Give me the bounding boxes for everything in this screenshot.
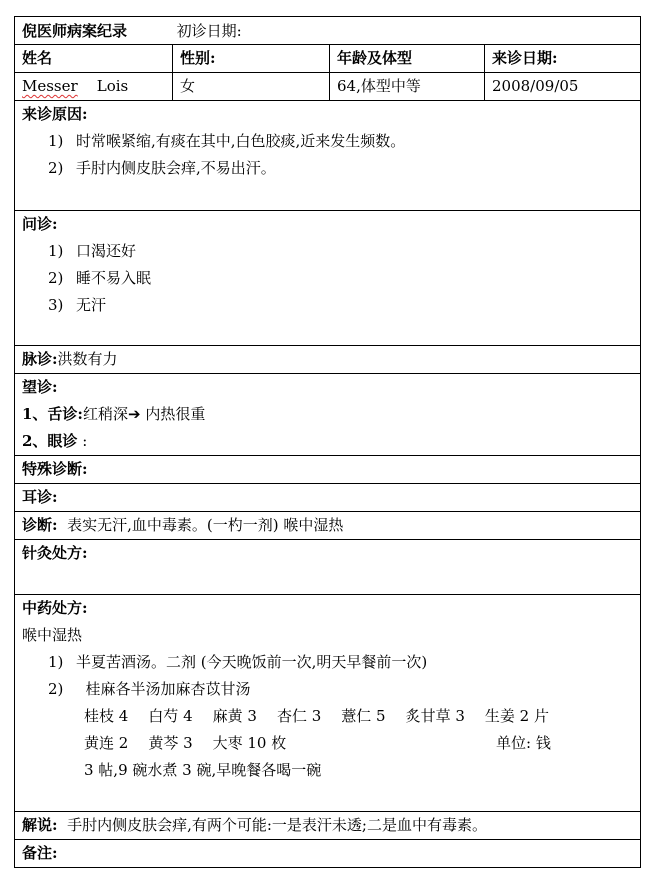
- observation-label: 望诊:: [22, 378, 58, 396]
- list-item: 2) 手肘内侧皮肤会痒,不易出汗。: [48, 159, 276, 177]
- list-item: 2) 桂麻各半汤加麻杏苡甘汤: [48, 680, 251, 698]
- diagnosis-section: [14, 512, 641, 540]
- visit-date: 2008/09/05: [492, 77, 579, 95]
- herbs-row-2: [84, 730, 633, 757]
- observation-section: [14, 374, 641, 456]
- herb-item: 桂枝 4: [84, 707, 129, 725]
- patient-age: 64,体型中等: [330, 73, 485, 100]
- list-item: 3) 无汗: [48, 296, 107, 314]
- inquiry-list: [48, 238, 633, 319]
- header-row: [14, 16, 641, 45]
- age-label: 年龄及体型: [330, 45, 485, 72]
- herbal-section: [14, 595, 641, 812]
- patient-name: [15, 73, 173, 100]
- eye-label: 2、眼诊: [22, 432, 78, 450]
- name-label: 姓名: [15, 45, 173, 72]
- pulse-label: 脉诊:: [22, 350, 58, 368]
- remarks-label: 备注:: [22, 844, 58, 862]
- dosage-unit: 单位: 钱: [496, 734, 551, 752]
- diagnosis-value: 表实无汗,血中毒素。(一杓一剂) 喉中湿热: [67, 516, 344, 534]
- tongue-result: 内热很重: [145, 405, 206, 423]
- tongue-label: 1、舌诊:: [22, 405, 83, 423]
- ear-label: 耳诊:: [22, 488, 58, 506]
- date-label: 来诊日期:: [492, 49, 558, 67]
- pulse-value: 洪数有力: [57, 350, 118, 368]
- medical-record-form: [14, 16, 641, 868]
- inquiry-section: [14, 211, 641, 346]
- herb-item: 生姜 2 片: [484, 707, 549, 725]
- ear-section: [14, 484, 641, 512]
- acupuncture-section: [14, 540, 641, 595]
- explanation-label: 解说:: [22, 816, 58, 834]
- herb-item: 麻黄 3: [212, 707, 257, 725]
- herb-item: 大枣 10 枚: [212, 734, 287, 752]
- list-item: 1) 口渴还好: [48, 242, 137, 260]
- herbal-label: 中药处方:: [22, 599, 88, 617]
- herb-list: [84, 703, 633, 784]
- herbal-subtitle: 喉中湿热: [22, 626, 83, 644]
- explanation-value: 手肘内侧皮肤会痒,有两个可能:一是表汗未透;二是血中有毒素。: [67, 816, 487, 834]
- pulse-section: [14, 346, 641, 374]
- record-title: 倪医师病案纪录: [22, 22, 128, 40]
- eye-diagnosis: [22, 428, 633, 455]
- herb-item: 白芍 4: [148, 707, 193, 725]
- tongue-value: 红稍深: [82, 405, 128, 423]
- herb-item: 黄芩 3: [148, 734, 193, 752]
- first-visit-label: 初诊日期:: [176, 22, 242, 40]
- patient-last-name: Lois: [96, 77, 129, 95]
- reason-list: [48, 128, 633, 182]
- reason-section: [14, 101, 641, 211]
- prescription-2: 桂麻各半汤加麻杏苡甘汤: [85, 680, 251, 698]
- herb-item: 炙甘草 3: [405, 707, 465, 725]
- acupuncture-label: 针灸处方:: [22, 544, 88, 562]
- patient-labels-row: [14, 45, 641, 73]
- list-item: 1) 半夏苦酒汤。二剂 (今天晚饭前一次,明天早餐前一次): [48, 653, 428, 671]
- list-item: 2) 睡不易入眠: [48, 269, 152, 287]
- special-label: 特殊诊断:: [22, 460, 88, 478]
- dosage-instructions: 3 帖,9 碗水煮 3 碗,早晚餐各喝一碗: [84, 761, 322, 779]
- patient-first-name: Messer: [22, 77, 78, 95]
- explanation-section: [14, 812, 641, 840]
- tongue-diagnosis: [22, 401, 633, 428]
- sex-label: 性别:: [173, 45, 330, 72]
- remarks-section: [14, 840, 641, 868]
- list-item: 1) 时常喉紧缩,有痰在其中,白色胶痰,近来发生频数。: [48, 132, 406, 150]
- inquiry-label: 问诊:: [22, 215, 58, 233]
- reason-label: 来诊原因:: [22, 105, 88, 123]
- eye-value: :: [82, 432, 88, 450]
- herbs-row-1: [84, 703, 633, 730]
- special-section: [14, 456, 641, 484]
- herb-item: 黄连 2: [84, 734, 129, 752]
- arrow-right-icon: ➔: [128, 405, 141, 423]
- diagnosis-label: 诊断:: [22, 516, 58, 534]
- prescription-1: 半夏苦酒汤。二剂 (今天晚饭前一次,明天早餐前一次): [76, 653, 428, 671]
- herb-item: 薏仁 5: [341, 707, 386, 725]
- patient-sex: 女: [173, 73, 330, 100]
- herb-item: 杏仁 3: [276, 707, 322, 725]
- patient-values-row: [14, 73, 641, 101]
